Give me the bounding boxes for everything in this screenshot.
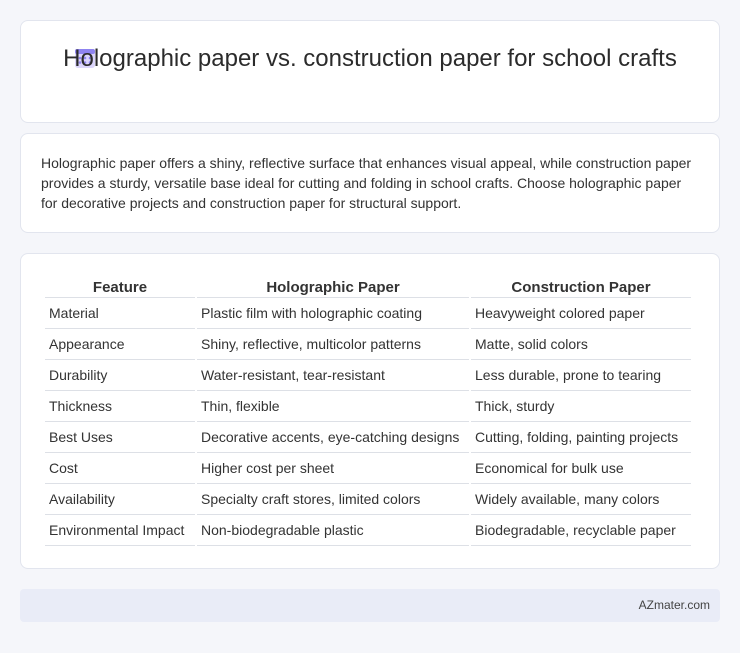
table-row [45, 360, 691, 391]
column-header-feature: Feature [45, 276, 195, 298]
table-cell: Durability [45, 360, 195, 391]
table-row [45, 422, 691, 453]
table-row [45, 484, 691, 515]
table-cell: Shiny, reflective, multicolor patterns [197, 329, 469, 360]
comparison-table-card [20, 253, 720, 569]
page-title: Holographic paper vs. construction paper for school crafts [63, 45, 677, 72]
table-cell: Economical for bulk use [471, 453, 691, 484]
column-header-construction: Construction Paper [471, 276, 691, 298]
table-cell: Widely available, many colors [471, 484, 691, 515]
table-cell: Less durable, prone to tearing [471, 360, 691, 391]
table-cell: Cost [45, 453, 195, 484]
title-card [20, 20, 720, 123]
table-row [45, 391, 691, 422]
footer-bar [20, 589, 720, 622]
table-cell: Heavyweight colored paper [471, 298, 691, 329]
table-cell: Environmental Impact [45, 515, 195, 546]
table-cell: Availability [45, 484, 195, 515]
table-cell: Plastic film with holographic coating [197, 298, 469, 329]
table-cell: Appearance [45, 329, 195, 360]
table-cell: Non-biodegradable plastic [197, 515, 469, 546]
table-row [45, 453, 691, 484]
table-cell: Water-resistant, tear-resistant [197, 360, 469, 391]
table-cell: Thin, flexible [197, 391, 469, 422]
table-cell: Matte, solid colors [471, 329, 691, 360]
table-cell: Thick, sturdy [471, 391, 691, 422]
table-row [45, 298, 691, 329]
comparison-table [43, 276, 693, 546]
table-cell: Material [45, 298, 195, 329]
table-row [45, 329, 691, 360]
summary-text: Holographic paper offers a shiny, reflective surface that enhances visual appeal, while construction paper provides a sturdy, versatile base ideal for cutting and folding in school crafts. Choose holographic paper for decorative projects and construction paper for structural support. [41, 155, 692, 211]
table-cell: Specialty craft stores, limited colors [197, 484, 469, 515]
column-header-holographic: Holographic Paper [197, 276, 469, 298]
table-row [45, 515, 691, 546]
table-cell: Biodegradable, recyclable paper [471, 515, 691, 546]
table-cell: Cutting, folding, painting projects [471, 422, 691, 453]
footer-brand: AZmater.com [638, 598, 710, 612]
table-cell: Thickness [45, 391, 195, 422]
table-cell: Higher cost per sheet [197, 453, 469, 484]
summary-card [20, 133, 720, 233]
table-cell: Decorative accents, eye-catching designs [197, 422, 469, 453]
table-cell: Best Uses [45, 422, 195, 453]
table-header-row [45, 276, 691, 298]
